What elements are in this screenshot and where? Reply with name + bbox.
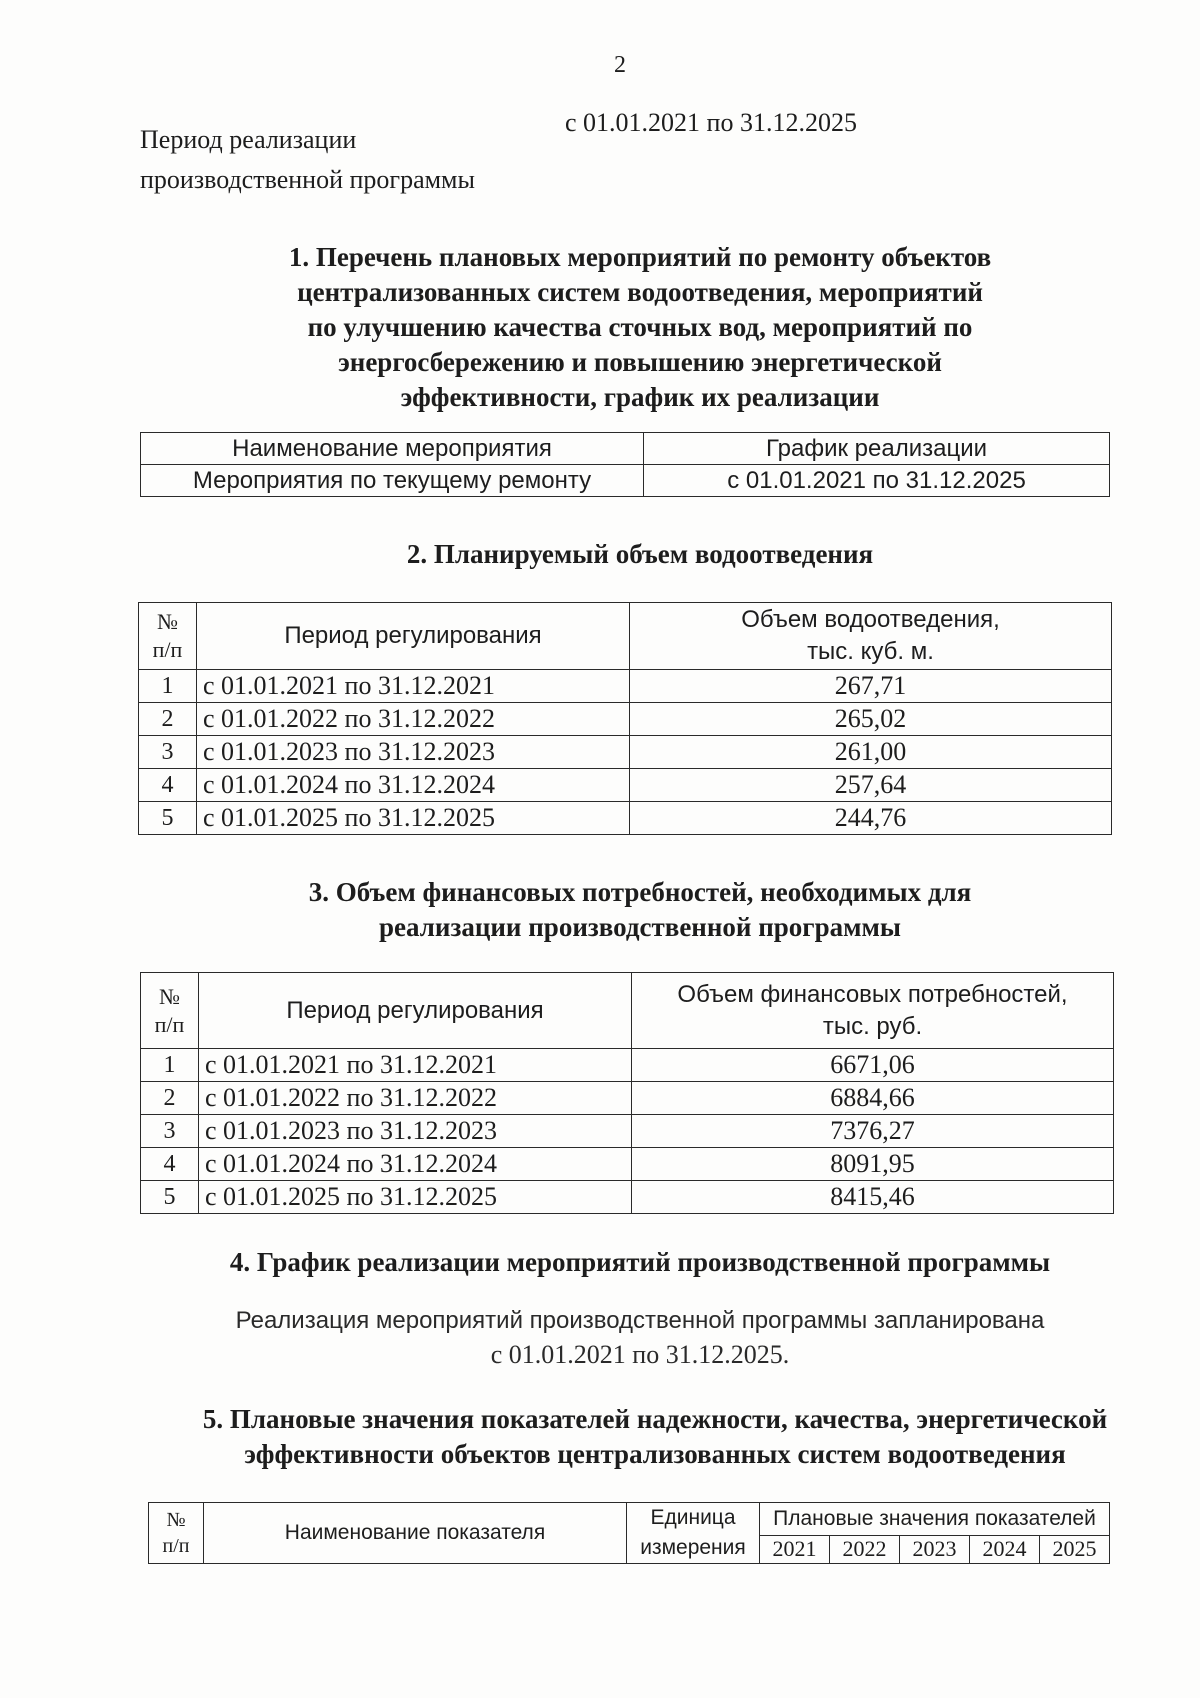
table-row bbox=[141, 1082, 1114, 1115]
table-row bbox=[141, 1115, 1114, 1148]
row-period: с 01.01.2022 по 31.12.2022 bbox=[199, 1082, 632, 1115]
row-value: 6671,06 bbox=[632, 1049, 1114, 1082]
table-row bbox=[139, 802, 1112, 835]
section5-table bbox=[148, 1502, 1110, 1564]
section1-title-line: по улучшению качества сточных вод, мероприятий по bbox=[307, 312, 973, 342]
header-period: Период регулирования bbox=[197, 603, 630, 670]
row-value: 6884,66 bbox=[632, 1082, 1114, 1115]
period-label bbox=[140, 120, 475, 200]
header-year: 2024 bbox=[969, 1535, 1039, 1563]
header-num-line2: п/п bbox=[152, 637, 183, 662]
section2-title: 2. Планируемый объем водоотведения bbox=[406, 539, 874, 569]
section3-title-line: реализации производственной программы bbox=[379, 912, 901, 942]
row-period: с 01.01.2025 по 31.12.2025 bbox=[197, 802, 630, 835]
table-row bbox=[139, 769, 1112, 802]
row-num: 5 bbox=[141, 1181, 199, 1214]
table-row bbox=[141, 1148, 1114, 1181]
row-num: 2 bbox=[139, 703, 197, 736]
table-cell: с 01.01.2021 по 31.12.2025 bbox=[644, 465, 1110, 497]
header-value bbox=[630, 603, 1112, 670]
row-value: 7376,27 bbox=[632, 1115, 1114, 1148]
header-unit bbox=[627, 1503, 760, 1564]
header-cell: График реализации bbox=[644, 433, 1110, 465]
row-num: 1 bbox=[141, 1049, 199, 1082]
row-num: 4 bbox=[139, 769, 197, 802]
header-value-line1: Объем водоотведения, bbox=[741, 606, 1000, 633]
header-year: 2023 bbox=[899, 1535, 969, 1563]
header-value-line2: тыс. куб. м. bbox=[807, 638, 934, 665]
row-value: 8415,46 bbox=[632, 1181, 1114, 1214]
page-number: 2 bbox=[614, 52, 626, 78]
header-year: 2022 bbox=[829, 1535, 899, 1563]
header-num bbox=[141, 973, 199, 1049]
header-period: Период регулирования bbox=[199, 973, 632, 1049]
row-period: с 01.01.2024 по 31.12.2024 bbox=[197, 769, 630, 802]
section1-title-line: энергосбережению и повышению энергетической bbox=[338, 347, 942, 377]
table-row bbox=[139, 670, 1112, 703]
row-period: с 01.01.2024 по 31.12.2024 bbox=[199, 1148, 632, 1181]
table-cell: Мероприятия по текущему ремонту bbox=[141, 465, 644, 497]
header-value bbox=[632, 973, 1114, 1049]
table-row bbox=[141, 465, 1110, 497]
header-num bbox=[139, 603, 197, 670]
section1-title-line: 1. Перечень плановых мероприятий по ремонту объектов bbox=[288, 242, 992, 272]
row-value: 267,71 bbox=[630, 670, 1112, 703]
section4-text-line1: Реализация мероприятий производственной программы запланирована bbox=[235, 1307, 1045, 1334]
row-value: 257,64 bbox=[630, 769, 1112, 802]
row-num: 3 bbox=[139, 736, 197, 769]
header-cell: Наименование мероприятия bbox=[141, 433, 644, 465]
section5-title-line: 5. Плановые значения показателей надежности, качества, энергетической bbox=[202, 1404, 1108, 1434]
header-year: 2021 bbox=[760, 1535, 830, 1563]
header-indicator-name: Наименование показателя bbox=[204, 1503, 627, 1564]
header-num bbox=[149, 1503, 204, 1564]
header-num-line1: № bbox=[166, 1509, 186, 1531]
row-period: с 01.01.2021 по 31.12.2021 bbox=[199, 1049, 632, 1082]
section5-title-line: эффективности объектов централизованных систем водоотведения bbox=[244, 1439, 1066, 1469]
table-row bbox=[141, 1049, 1114, 1082]
table-header-row bbox=[141, 973, 1114, 1049]
row-num: 5 bbox=[139, 802, 197, 835]
section5-title bbox=[140, 1402, 1170, 1472]
row-period: с 01.01.2022 по 31.12.2022 bbox=[197, 703, 630, 736]
table-row bbox=[139, 703, 1112, 736]
row-value: 265,02 bbox=[630, 703, 1112, 736]
header-value-line2: тыс. руб. bbox=[822, 1012, 923, 1040]
row-period: с 01.01.2021 по 31.12.2021 bbox=[197, 670, 630, 703]
header-num-line1: № bbox=[159, 983, 180, 1009]
period-label-line2: производственной программы bbox=[140, 165, 475, 194]
section2-table bbox=[138, 602, 1112, 835]
section4-text bbox=[140, 1304, 1140, 1372]
row-num: 2 bbox=[141, 1082, 199, 1115]
table-header-row bbox=[149, 1503, 1110, 1536]
period-value: с 01.01.2021 по 31.12.2025 bbox=[565, 108, 857, 137]
section3-table bbox=[140, 972, 1114, 1214]
table-header-row bbox=[141, 433, 1110, 465]
table-row bbox=[139, 736, 1112, 769]
section1-title bbox=[140, 240, 1140, 415]
row-value: 244,76 bbox=[630, 802, 1112, 835]
header-value-line1: Объем финансовых потребностей, bbox=[677, 980, 1068, 1008]
header-unit-line1: Единица bbox=[650, 1506, 736, 1529]
row-period: с 01.01.2023 по 31.12.2023 bbox=[199, 1115, 632, 1148]
row-num: 1 bbox=[139, 670, 197, 703]
table-row bbox=[141, 1181, 1114, 1214]
header-num-line2: п/п bbox=[154, 1011, 185, 1037]
header-year: 2025 bbox=[1039, 1535, 1109, 1563]
row-value: 8091,95 bbox=[632, 1148, 1114, 1181]
header-num-line1: № bbox=[157, 609, 178, 634]
section4-title: 4. График реализации мероприятий производственной программы bbox=[229, 1247, 1051, 1277]
row-num: 4 bbox=[141, 1148, 199, 1181]
header-num-line2: п/п bbox=[162, 1535, 190, 1557]
section3-title bbox=[140, 875, 1140, 945]
section4-text-line2: с 01.01.2021 по 31.12.2025. bbox=[490, 1340, 790, 1369]
row-value: 261,00 bbox=[630, 736, 1112, 769]
row-num: 3 bbox=[141, 1115, 199, 1148]
header-unit-line2: измерения bbox=[640, 1536, 746, 1559]
row-period: с 01.01.2025 по 31.12.2025 bbox=[199, 1181, 632, 1214]
section1-title-line: эффективности, график их реализации bbox=[400, 382, 880, 412]
table-header-row bbox=[139, 603, 1112, 670]
section3-title-line: 3. Объем финансовых потребностей, необходимых для bbox=[308, 877, 972, 907]
row-period: с 01.01.2023 по 31.12.2023 bbox=[197, 736, 630, 769]
period-label-line1: Период реализации bbox=[140, 125, 357, 154]
section1-table bbox=[140, 432, 1110, 497]
header-planned-values: Плановые значения показателей bbox=[760, 1503, 1110, 1536]
section1-title-line: централизованных систем водоотведения, мероприятий bbox=[297, 277, 983, 307]
